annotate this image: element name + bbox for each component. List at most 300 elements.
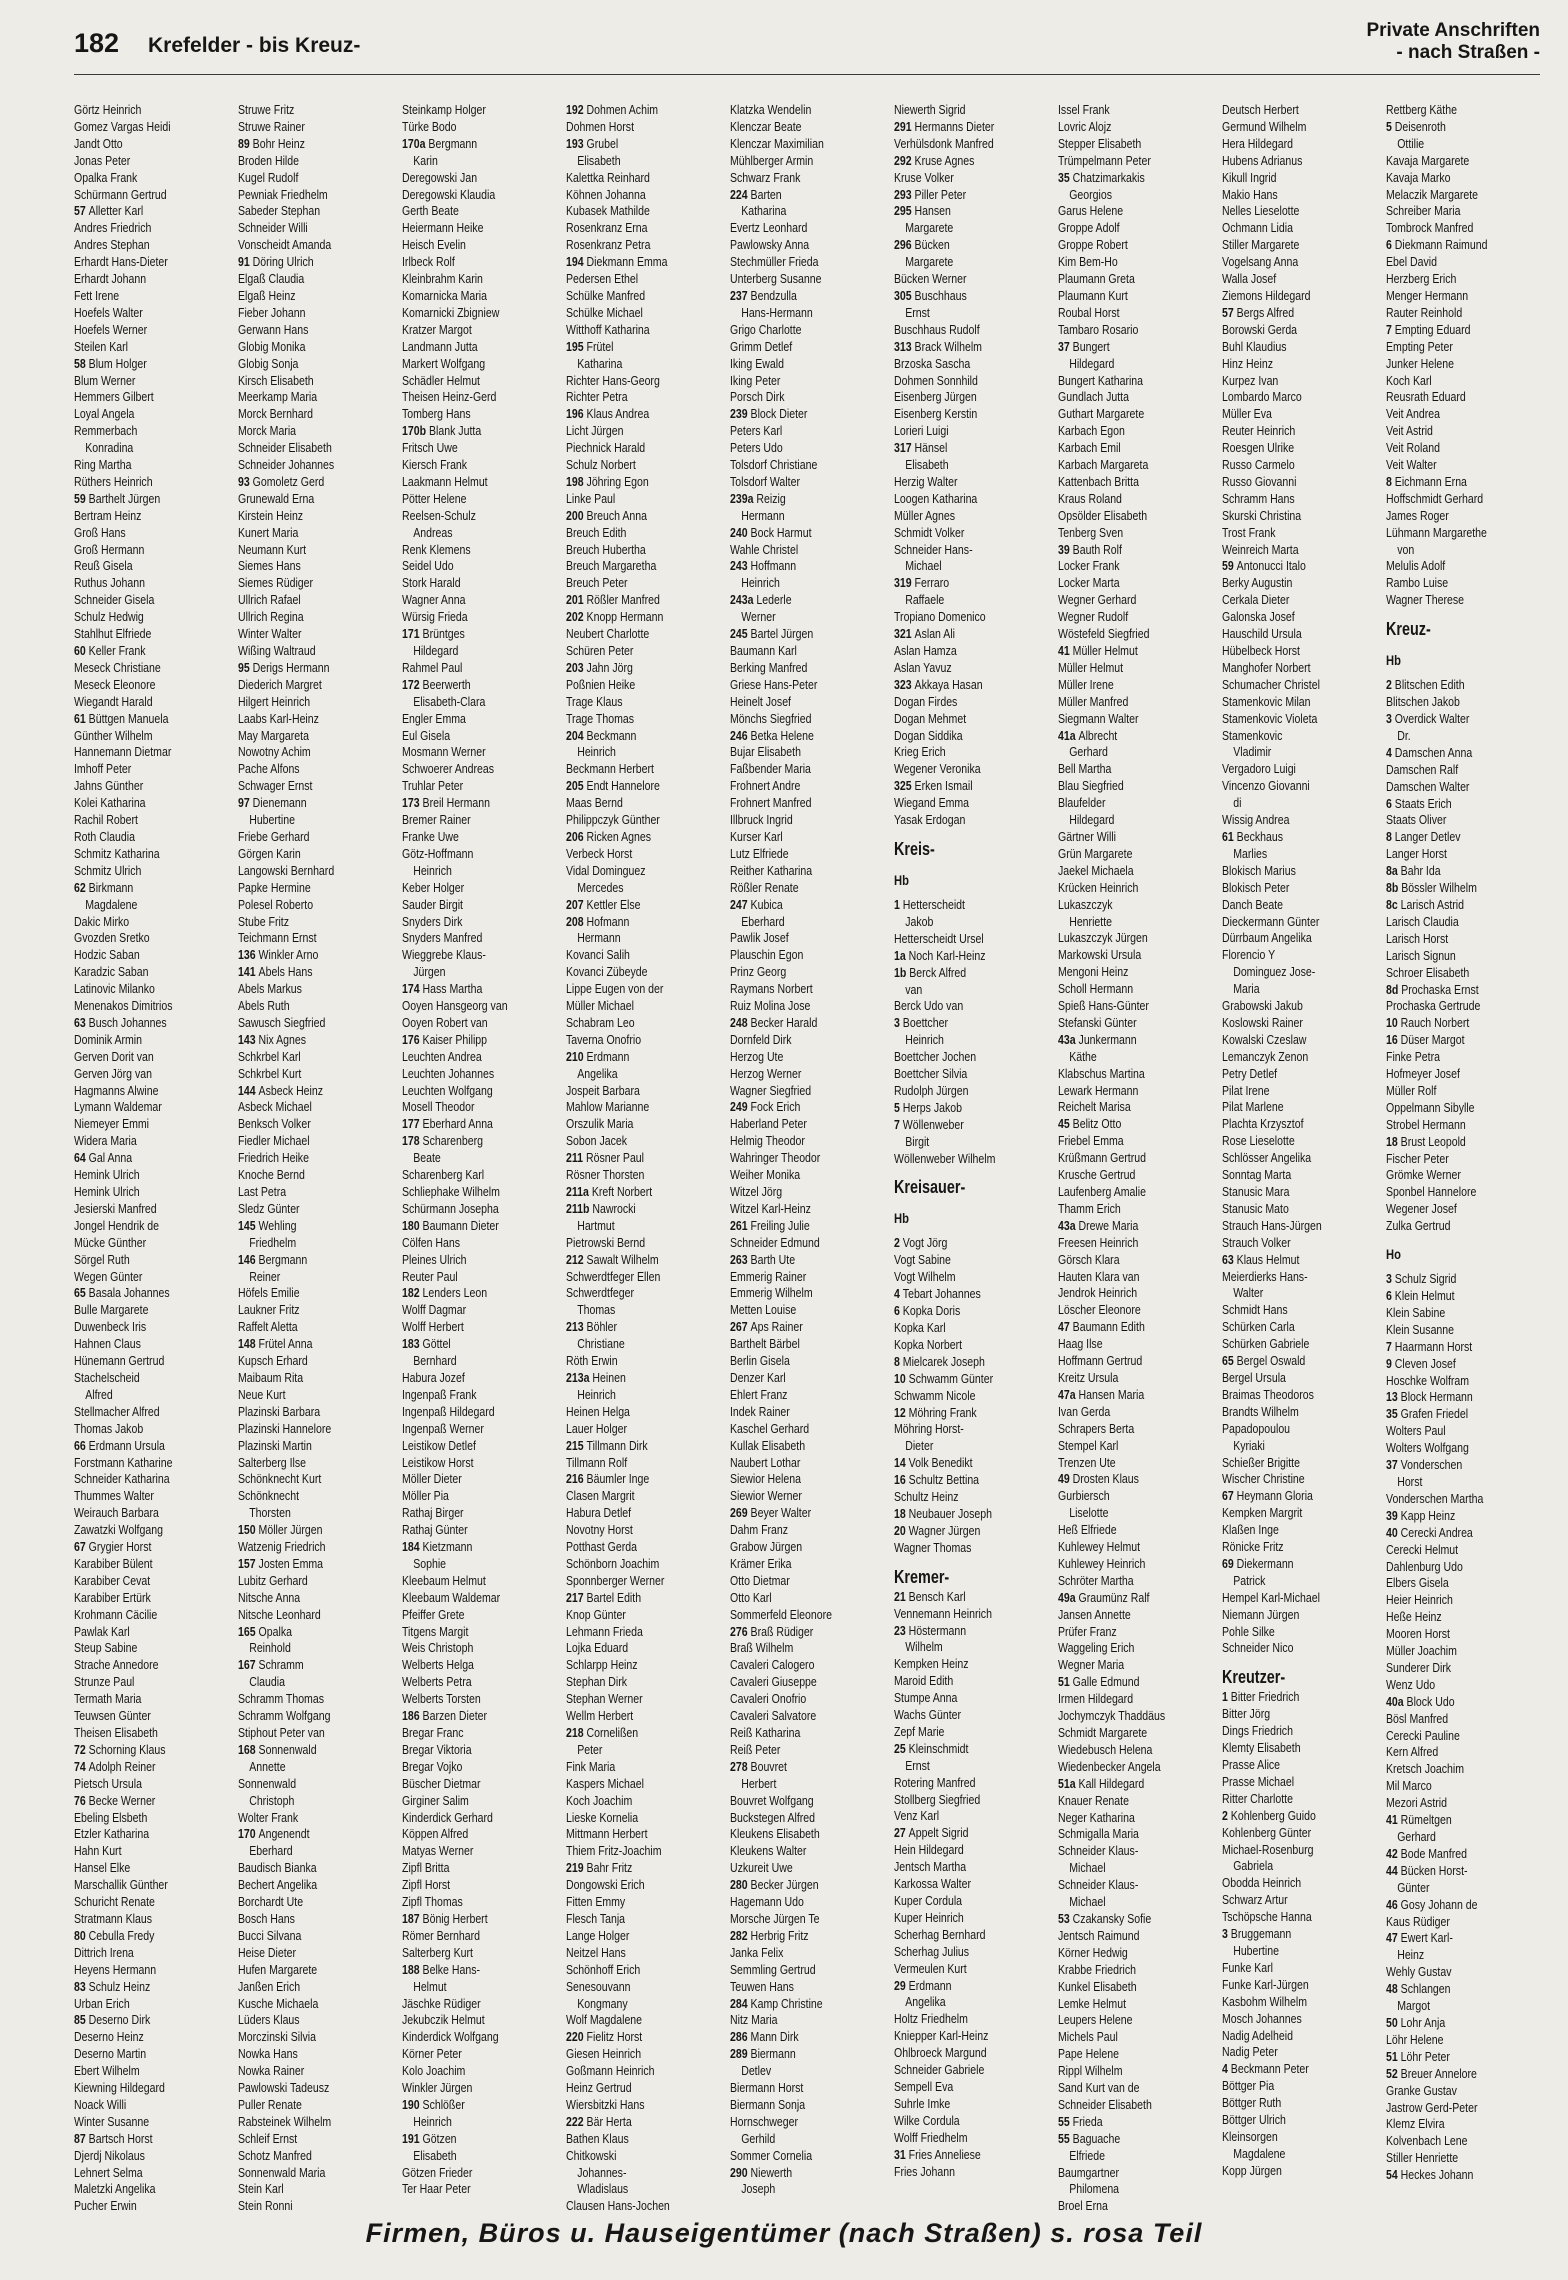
directory-entry [566,1539,697,1556]
directory-entry [894,677,1025,694]
resident-name: Brack Wilhelm [914,338,982,354]
directory-entry [894,1015,1025,1032]
directory-entry [894,643,1025,660]
directory-entry [1386,1525,1517,1542]
resident-name: Schroer Elisabeth [1386,964,1470,980]
directory-entry [1386,339,1517,356]
directory-entry [74,1167,205,1184]
directory-entry [1386,2049,1517,2066]
directory-entry [402,1607,533,1624]
resident-name: Biermann Horst [730,2080,804,2096]
resident-name: Pietrowski Bernd [566,1234,646,1250]
directory-entry [238,542,369,559]
resident-name: Röth Erwin [566,1353,618,1369]
resident-name: Finke Petra [1386,1049,1440,1065]
directory-entry [238,2198,369,2215]
resident-name: Boettcher Silvia [894,1066,968,1082]
directory-entry [894,153,1025,170]
house-number: 280 [730,1877,751,1893]
directory-entry [1222,220,1353,237]
resident-name: Beckmann Peter [1230,2061,1309,2077]
resident-name: Bergs Alfred [1236,304,1295,320]
directory-entry [1222,1539,1353,1556]
resident-name: Winter Walter [238,626,302,642]
resident-name: Overdick Walter [1394,711,1470,726]
resident-name: Nelles Lieselotte [1222,203,1300,219]
resident-name: Thomas Jakob [74,1420,144,1436]
directory-entry [566,119,697,136]
directory-entry [238,254,369,271]
house-number: 203 [566,659,587,675]
resident-name: Zepf Marie [894,1723,945,1739]
resident-name: Gal Anna [88,1150,133,1166]
directory-entry [402,1911,533,1928]
house-number: 1 [1222,1689,1231,1705]
resident-name: Fieber Johann [238,304,306,320]
directory-entry [730,694,861,711]
house-number: 211 [566,1150,586,1166]
house-number: 41 [1058,643,1073,658]
directory-entry [730,846,861,863]
resident-name: Ruthus Johann [74,575,145,591]
resident-name: Rettberg Käthe [1386,102,1457,117]
directory-entry [566,930,697,947]
directory-entry [1222,2129,1353,2146]
directory-entry [894,322,1025,339]
resident-name: Jandt Otto [74,135,123,151]
resident-name: Sabeder Stephan [238,203,321,219]
street-heading: Kremer- [894,1566,950,1587]
resident-name: Jäschke Rüdiger [402,1995,481,2011]
resident-name: Cölfen Hans [402,1234,461,1250]
directory-entry [1058,880,1189,897]
resident-name: Buschhaus [914,287,967,303]
resident-name: Kugel Rudolf [238,169,299,185]
resident-name: Forstmann Katharine [74,1454,173,1470]
resident-name: Helmut [413,1978,447,1994]
directory-entry [402,423,533,440]
directory-entry [894,406,1025,423]
resident-name: Noch Karl-Heinz [908,947,986,963]
directory-entry [730,2046,861,2063]
directory-entry [894,373,1025,390]
resident-name: Heinrich [413,862,452,878]
resident-name: Reither Katharina [730,862,813,878]
resident-name: Schneider Katharina [74,1471,170,1487]
directory-entry [402,1674,533,1691]
directory-entry [1222,2163,1353,2180]
directory-entry [402,728,533,745]
directory-entry [402,1455,533,1472]
resident-name: Peters Karl [730,423,783,439]
resident-name: Hermann [577,930,621,946]
directory-entry [566,1488,697,1505]
resident-name: Aslan Ali [914,626,956,642]
resident-name: Bendzulla [750,287,797,303]
resident-name: Schneider Willi [238,220,308,236]
directory-entry [238,423,369,440]
resident-name: Linke Paul [566,490,616,506]
directory-entry [894,1775,1025,1792]
house-number: 222 [566,2113,587,2129]
resident-name: Kietzmann [422,1539,473,1555]
resident-name: Granke Gustav [1386,2082,1457,2098]
directory-entry [74,254,205,271]
resident-name: Kaus Rüdiger [1386,1913,1450,1929]
resident-name: Metten Louise [730,1302,797,1318]
directory-entry [894,1606,1025,1623]
directory-entry [894,660,1025,677]
directory-entry [74,406,205,423]
district-label: Hb [1386,652,1401,669]
resident-name: Braß Wilhelm [730,1640,794,1656]
directory-entry [566,1404,697,1421]
resident-name: Schönborn Joachim [566,1555,660,1571]
resident-name: Rathaj Günter [402,1522,468,1538]
directory-entry [730,136,861,153]
directory-entry [74,2114,205,2131]
directory-entry [730,1759,861,1776]
resident-name: Scharenberg Karl [402,1167,485,1183]
resident-name: Kiewning Hildegard [74,2080,165,2096]
resident-name: Wilke Cordula [894,2112,960,2128]
directory-entry [1058,356,1189,373]
directory-entry [566,508,697,525]
house-number: 4 [894,1286,903,1302]
directory-entry [730,1962,861,1979]
resident-name: Krämer Erika [730,1555,792,1571]
directory-entry [238,592,369,609]
directory-entry [566,1116,697,1133]
resident-name: Locker Marta [1058,575,1120,591]
directory-entry [238,1945,369,1962]
directory-entry [238,1471,369,1488]
directory-entry [402,1810,533,1827]
resident-name: Rambo Luise [1386,575,1449,591]
directory-entry [566,660,697,677]
resident-name: Hannemann Dietmar [74,744,172,760]
resident-name: Michael [1069,1894,1106,1910]
directory-entry [1386,2066,1517,2083]
directory-entry [74,1962,205,1979]
directory-entry [566,863,697,880]
directory-entry [402,339,533,356]
directory-entry [730,457,861,474]
resident-name: Jendrok Heinrich [1058,1285,1138,1301]
directory-entry [566,1438,697,1455]
resident-name: Plauschin Egon [730,947,804,963]
resident-name: Georgios [1069,186,1113,202]
house-number: 165 [238,1623,259,1639]
directory-entry [730,1285,861,1302]
resident-name: Krabbe Friedrich [1058,1961,1136,1977]
resident-name: Empting Eduard [1394,321,1471,337]
directory-entry [74,947,205,964]
resident-name: Vennemann Heinrich [894,1605,992,1621]
directory-entry [1058,508,1189,525]
house-number: 41a [1058,727,1079,743]
resident-name: Jahn Jörg [586,659,633,675]
resident-name: Bartsch Horst [88,2130,153,2146]
directory-entry [1386,1626,1517,1643]
resident-name: Lieske Kornelia [566,1809,639,1825]
directory-entry [730,1370,861,1387]
directory-entry [1222,2078,1353,2095]
resident-name: Klein Helmut [1394,1288,1455,1303]
directory-entry [1058,1116,1189,1133]
resident-name: Watzenig Friedrich [238,1539,326,1555]
street-heading: Kreutzer- [1222,1667,1286,1688]
directory-entry [1386,356,1517,373]
directory-entry [1222,930,1353,947]
directory-entry [894,897,1025,914]
directory-entry [238,1150,369,1167]
resident-name: Kohlenberg Guido [1230,1807,1316,1823]
resident-name: Siewior Helena [730,1471,801,1487]
house-number: 13 [1386,1389,1401,1405]
directory-entry [402,897,533,914]
directory-entry [566,2181,697,2198]
resident-name: Breuch Peter [566,575,628,591]
directory-entry [1058,1996,1189,2013]
directory-entry [566,1860,697,1877]
resident-name: Veit Walter [1386,457,1437,473]
resident-name: Struwe Rainer [238,118,305,134]
directory-entry [1058,2080,1189,2097]
resident-name: Kopka Doris [902,1303,961,1319]
resident-name: Grigo Charlotte [730,321,802,337]
directory-entry [1222,2028,1353,2045]
resident-name: Cerecki Pauline [1386,1727,1460,1743]
resident-name: Ritter Charlotte [1222,1790,1293,1806]
resident-name: Kreitz Ursula [1058,1369,1119,1385]
resident-name: Müller Helmut [1072,643,1138,658]
directory-entry [238,119,369,136]
directory-entry [894,1320,1025,1337]
directory-entry [566,1167,697,1184]
resident-name: Wiegandt Harald [74,693,153,709]
directory-entry [1222,592,1353,609]
resident-name: Plaumann Kurt [1058,287,1128,303]
resident-name: Morczinski Silvia [238,2029,316,2045]
directory-entry [1058,947,1189,964]
directory-entry [730,1860,861,1877]
resident-name: Elgaß Heinz [238,287,296,303]
resident-name: Niemeyer Emmi [74,1116,150,1132]
directory-entry [1222,1892,1353,1909]
directory-entry [1386,1559,1517,1576]
directory-entry [238,322,369,339]
resident-name: Ivan Gerda [1058,1403,1111,1419]
directory-entry [74,356,205,373]
directory-entry [566,812,697,829]
directory-entry [1058,981,1189,998]
resident-name: Karabiber Bülent [74,1555,153,1571]
resident-name: Heinrich [413,2113,452,2129]
resident-name: Deserno Heinz [74,2029,144,2045]
resident-name: Polesel Roberto [238,896,314,912]
directory-entry [566,846,697,863]
resident-name: Hubertine [1233,1942,1279,1958]
directory-entry [1058,271,1189,288]
directory-entry [402,744,533,761]
resident-name: Ohlbroeck Margund [894,2045,987,2061]
directory-entry [730,626,861,643]
section-label-line2: - nach Straßen - [1396,42,1540,63]
resident-name: Theisen Heinz-Gerd [402,389,497,405]
resident-name: Sobon Jacek [566,1133,627,1149]
directory-entry [402,1624,533,1641]
directory-entry [730,998,861,1015]
directory-entry [1386,525,1517,542]
directory-entry [238,1826,369,1843]
resident-name: Markowski Ursula [1058,947,1142,963]
directory-entry [1058,457,1189,474]
resident-name: Wahle Christel [730,541,799,557]
resident-name: Vermeulen Kurt [894,1960,967,1976]
resident-name: Wladislaus [577,2181,629,2197]
directory-entry [566,389,697,406]
directory-entry [1222,1235,1353,1252]
directory-entry [402,1640,533,1657]
directory-entry [1222,440,1353,457]
house-number: 69 [1222,1555,1237,1571]
resident-name: Welberts Petra [402,1674,472,1690]
directory-entry [402,1184,533,1201]
directory-entry [238,2181,369,2198]
resident-name: di [1233,795,1242,811]
resident-name: Globig Monika [238,338,306,354]
resident-name: Veit Andrea [1386,406,1440,422]
resident-name: Leupers Helene [1058,2012,1133,2028]
directory-entry [894,491,1025,508]
directory-entry [238,1573,369,1590]
directory-entry [402,457,533,474]
house-number: 63 [1222,1251,1237,1267]
directory-entry [74,660,205,677]
resident-name: Müller Irene [1058,676,1114,692]
resident-name: Lüders Klaus [238,2012,300,2028]
resident-name: Titgens Margit [402,1623,469,1639]
resident-name: Klaus Andrea [586,406,650,422]
resident-name: Kruse Volker [894,169,954,185]
directory-entry [1222,1032,1353,1049]
directory-entry [402,1776,533,1793]
directory-entry [74,1099,205,1116]
house-number: 290 [730,2164,751,2180]
directory-entry [1222,1774,1353,1791]
directory-entry [1058,914,1189,931]
resident-name: Kyriaki [1233,1437,1265,1453]
directory-entry [730,880,861,897]
resident-name: Böttger Ruth [1222,2095,1282,2111]
resident-name: Dominguez Jose- [1233,964,1316,980]
resident-name: Scherhag Julius [894,1943,970,1959]
resident-name: Stachelscheid [74,1369,140,1385]
resident-name: Neger Katharina [1058,1809,1135,1825]
directory-entry [238,930,369,947]
directory-entry [566,2148,697,2165]
directory-entry [402,1877,533,1894]
resident-name: Körner Hedwig [1058,1944,1128,1960]
resident-name: Käthe [1069,1048,1097,1064]
resident-name: Morsche Jürgen Te [730,1910,820,1926]
directory-entry [894,508,1025,525]
directory-entry [730,1133,861,1150]
resident-name: Puller Renate [238,2096,302,2112]
house-number: 37 [1386,1457,1401,1473]
directory-entry [730,440,861,457]
directory-entry [74,592,205,609]
directory-entry [730,1708,861,1725]
resident-name: Bartel Edith [586,1589,642,1605]
resident-name: Margarete [905,254,954,270]
house-number: 171 [402,626,423,642]
resident-name: Gerhard [1069,744,1108,760]
resident-name: Schwerdtfeger Ellen [566,1268,661,1284]
resident-name: Wegener Veronika [894,761,981,777]
resident-name: Schkrbel Karl [238,1048,301,1064]
resident-name: Djerdj Nikolaus [74,2147,145,2163]
directory-entry [238,339,369,356]
house-number: 39 [1058,541,1073,557]
resident-name: Dr. [1397,727,1411,743]
directory-entry [730,1640,861,1657]
house-number: 12 [894,1404,909,1420]
directory-entry [1386,592,1517,609]
resident-name: Richter Petra [566,389,628,405]
resident-name: Nawrocki [592,1200,636,1216]
resident-name: Heisch Evelin [402,237,466,253]
directory-entry [238,1302,369,1319]
resident-name: Kuhlewey Heinrich [1058,1555,1146,1571]
resident-name: Giesen Heinrich [566,2046,642,2062]
directory-entry [1386,1897,1517,1914]
house-number: 8 [894,1353,903,1369]
directory-entry [238,406,369,423]
directory-entry [1058,2148,1189,2165]
directory-entry [1222,1404,1353,1421]
resident-name: Kirstein Heinz [238,507,304,523]
directory-entry [1058,1150,1189,1167]
resident-name: Bergmann [258,1251,308,1267]
directory-entry [730,1252,861,1269]
resident-name: Evertz Leonhard [730,220,808,236]
directory-entry [1386,1339,1517,1356]
resident-name: Brzoska Sascha [894,355,971,371]
resident-name: Cleven Josef [1394,1355,1456,1371]
resident-name: Theisen Elisabeth [74,1725,158,1740]
directory-entry [894,1252,1025,1269]
directory-entry [238,998,369,1015]
directory-entry [74,711,205,728]
resident-name: Block Hermann [1400,1389,1473,1405]
directory-entry [1386,2083,1517,2100]
resident-name: Dieckermann Günter [1222,913,1320,929]
directory-entry [402,778,533,795]
resident-name: Neubauer Joseph [908,1505,992,1521]
directory-entry [894,1371,1025,1388]
resident-name: Sauder Birgit [402,896,463,912]
directory-entry [238,356,369,373]
resident-name: Keller Frank [88,643,146,658]
resident-name: Berck Udo van [894,998,964,1014]
resident-name: Sonntag Marta [1222,1167,1292,1183]
resident-name: Gundlach Jutta [1058,389,1129,405]
resident-name: Höstermann [908,1622,967,1638]
directory-entry [74,237,205,254]
resident-name: von [1397,541,1415,557]
